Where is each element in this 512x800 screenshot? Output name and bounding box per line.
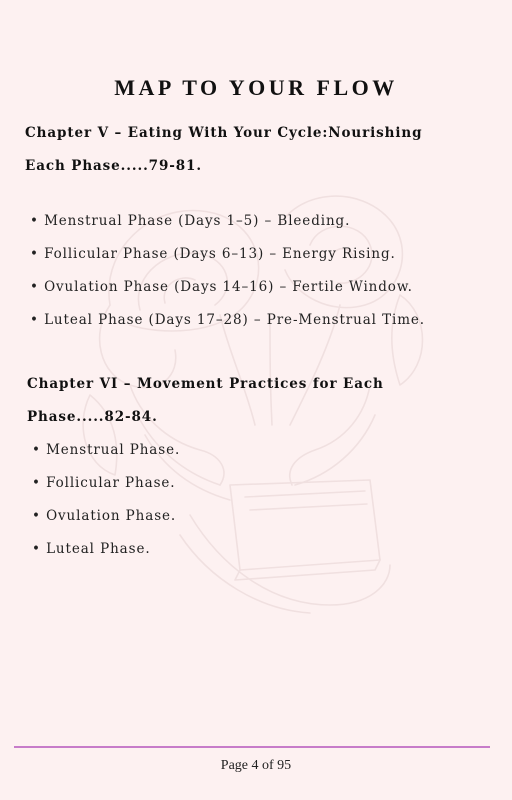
list-item-text: Menstrual Phase. <box>46 442 181 458</box>
list-item-text: Follicular Phase (Days 6–13) – Energy Rising. <box>44 246 396 262</box>
page-title: MAP TO YOUR FLOW <box>114 74 398 100</box>
chapter-vi-list <box>32 434 180 566</box>
list-item: • Luteal Phase. <box>32 541 151 557</box>
list-item: • Follicular Phase (Days 6–13) – Energy Rising. <box>30 246 396 262</box>
page-number: Page 4 of 95 <box>220 758 292 773</box>
list-item-text: Ovulation Phase. <box>46 508 177 524</box>
footer-divider <box>14 746 490 748</box>
list-item: • Menstrual Phase. <box>32 442 181 458</box>
list-item-text: Luteal Phase. <box>46 541 151 557</box>
chapter-v-heading: Chapter V – Eating With Your Cycle:Nourishing Each Phase.....79-81. <box>25 125 423 174</box>
list-item-text: Menstrual Phase (Days 1–5) – Bleeding. <box>44 213 351 229</box>
chapter-v-list <box>30 205 425 337</box>
list-item-text: Ovulation Phase (Days 14–16) – Fertile Window. <box>44 279 413 295</box>
list-item: • Follicular Phase. <box>32 475 176 491</box>
list-item: • Ovulation Phase (Days 14–16) – Fertile Window. <box>30 279 413 295</box>
list-item: • Ovulation Phase. <box>32 508 177 524</box>
list-item: • Luteal Phase (Days 17–28) – Pre-Menstrual Time. <box>30 312 425 328</box>
list-item-text: Follicular Phase. <box>46 475 176 491</box>
list-item: • Menstrual Phase (Days 1–5) – Bleeding. <box>30 213 351 229</box>
chapter-vi-heading: Chapter VI – Movement Practices for Each Phase.....82-84. <box>27 376 384 425</box>
list-item-text: Luteal Phase (Days 17–28) – Pre-Menstrual Time. <box>44 312 425 328</box>
